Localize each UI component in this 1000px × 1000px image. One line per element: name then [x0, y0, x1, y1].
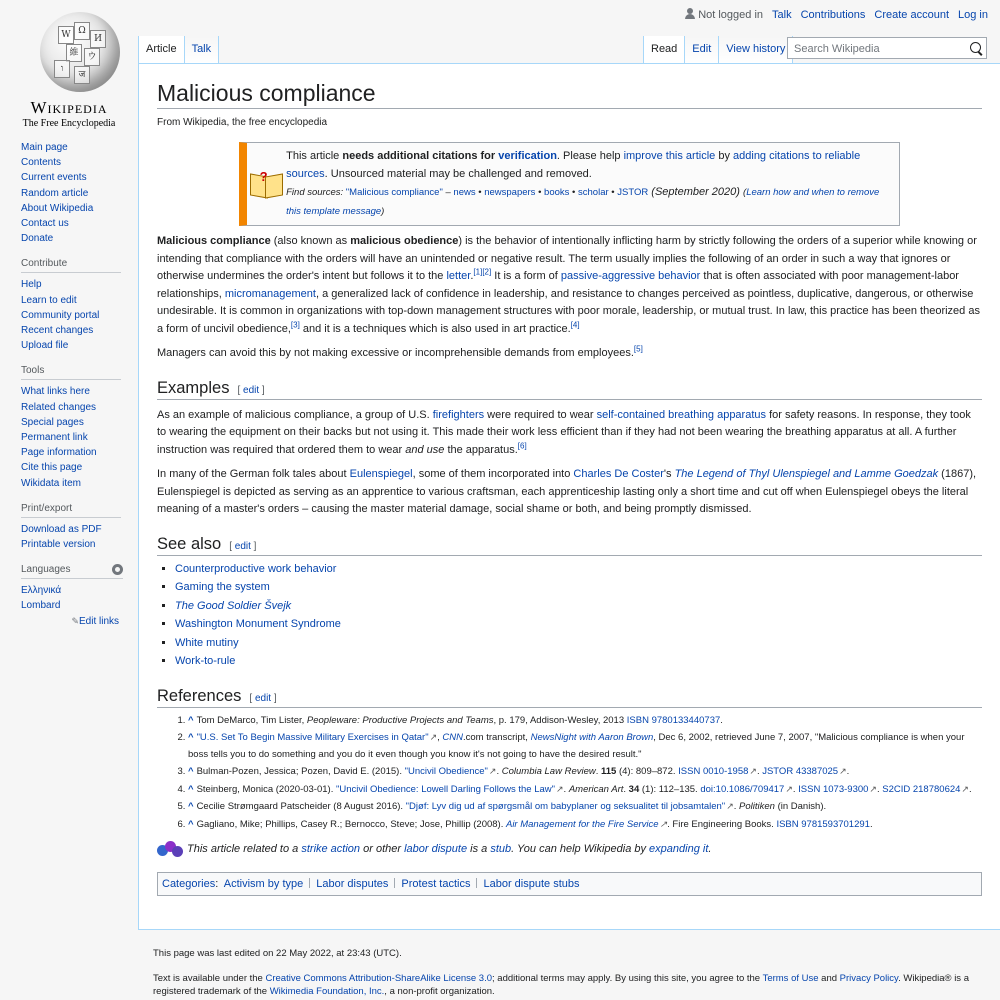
see-also-link[interactable]: Counterproductive work behavior [175, 562, 337, 575]
sidebar-item-community-portal[interactable]: Community portal [21, 309, 100, 321]
find-news-link[interactable]: news [453, 187, 476, 198]
djof-link[interactable]: "Djøf: Lyv dig ud af spørgsmål om babyplaner og seksualitet til jobsamtalen" ↗ [406, 801, 734, 812]
article-content [138, 63, 1000, 930]
ref-2-link[interactable]: [2] [482, 267, 492, 277]
see-also-link[interactable]: Gaming the system [175, 581, 270, 594]
find-books-link[interactable]: books [544, 187, 570, 198]
sidebar [0, 140, 138, 639]
sidebar-item-learn-to-edit[interactable]: Learn to edit [21, 294, 77, 306]
reference-item: 1. ^ Tom DeMarco, Tim Lister, Peopleware: Productive Projects and Teams, p. 179, Addison-Wesley, 2013 ISBN 9780133440737. [188, 713, 982, 729]
sidebar-item-recent-changes[interactable]: Recent changes [21, 325, 94, 337]
lead-paragraph: Malicious compliance (also known as malicious obedience) is the behavior of intentionally inflicting harm by strictly following the orders of a superior while knowing or intending that compliance with the orders will have an unintended or negative result. The term usually implies the following of an order in such a way that ignores or otherwise undermines the order's intent but follows it to the letter.[1][2] It is a form of passive-aggressive behavior that is often associated with poor management-labor relationships, micromanagement, a generalized lack of confidence in leadership, and resistance to changes perceived as pointless, duplicative, dangerous, or otherwise undesirable. It is common in organizations with top-down management structures with poor morale, leadership, or mutual trust. In law, this practice has been theorized as a form of uncivil obedience,[3] and it is a techniques which is also used in art practice.[4] [157, 235, 980, 335]
contributions-link[interactable]: Contributions [800, 8, 866, 21]
backlink-caret[interactable]: ^ [188, 732, 194, 744]
tools-heading: Tools [21, 365, 121, 380]
category-link[interactable]: Labor disputes [316, 877, 389, 890]
find-newspapers-link[interactable]: newspapers [484, 187, 536, 198]
find-sources-label: Find sources: [286, 187, 344, 198]
terms-of-use-link[interactable]: Terms of Use [762, 973, 819, 984]
adding-citations-link[interactable]: adding citations to reliable sources [286, 150, 861, 180]
newsnight-link[interactable]: NewsNight with Aaron Brown [530, 732, 654, 744]
page-title: Malicious compliance [157, 80, 982, 109]
see-also-link[interactable]: White mutiny [175, 636, 239, 649]
stub-notice: This article related to a strike action or other labor dispute is a stub . You can help Wikipedia by expanding it . [157, 840, 982, 858]
cc-license-link[interactable]: Creative Commons Attribution-ShareAlike License 3.0 [265, 973, 493, 984]
references-heading: References [ edit ] [157, 687, 982, 708]
protest-crowd-icon [157, 840, 183, 858]
license-text: Text is available under the Creative Commons Attribution-ShareAlike License 3.0; additional terms may apply. By using this site, you agree to the Terms of Use and Privacy Policy. Wikipedia® is a registered trademark of the Wikimedia Foundation, Inc., a non-profit organization. [153, 973, 969, 998]
pencil-icon: ✎ [71, 615, 79, 626]
charles-de-coster-link[interactable]: Charles De Coster [573, 468, 664, 480]
reference-item: 2. ^ "U.S. Set To Begin Massive Military Exercises in Qatar" ↗ , CNN.com transcript, NewsNight with Aaron Brown, Dec 6, 2002, retrieved June 7, 2007, "Malicious compliance is when your boss tells you to do something and you do it even though you know it's not going to have the desired result." [188, 729, 982, 763]
languages-heading-row [21, 564, 123, 579]
user-icon [685, 8, 695, 19]
sidebar-item-help[interactable]: Help [21, 279, 42, 291]
tab-talk[interactable]: Talk [185, 36, 220, 63]
edit-see-also-link[interactable]: edit [234, 540, 251, 552]
tab-edit[interactable]: Edit [685, 36, 719, 63]
sidebar-item-random-article[interactable]: Random article [21, 187, 89, 199]
see-also-heading: See also [ edit ] [157, 535, 982, 556]
backlink-caret[interactable]: ^ [188, 715, 194, 727]
ref-5-link[interactable]: [5] [633, 344, 643, 354]
reference-item: 4. ^ Steinberg, Monica (2020-03-01). "Uncivil Obedience: Lowell Darling Follows the Law" ↗ . American Art. 34 (1): 112–135. doi:10.1086/709417 ↗ . ISSN 1073-9300 ↗ . S2CID 218780624 ↗ . [188, 781, 982, 798]
ref-6-link[interactable]: [6] [517, 440, 527, 450]
list-item [175, 578, 982, 597]
ref-1-link[interactable]: [1] [473, 267, 483, 277]
backlink-caret[interactable]: ^ [188, 801, 194, 813]
eulenspiegel-paragraph: In many of the German folk tales about Eulenspiegel, some of them incorporated into Charles De Coster's The Legend of Thyl Ulenspiegel and Lamme Goedzak (1867), Eulenspiegel is depicted as serving as an apprentice to various craftsman, each apprenticeship lasting only a short time and cut off when Eulenspiegel obeys the literal meaning of a master's orders – causing the master material damage, social shame or both, and being promptly dismissed. [157, 468, 977, 515]
see-also-link[interactable]: The Good Soldier Švejk [175, 599, 292, 612]
sidebar-item-lang-lombard[interactable]: Lombard [21, 600, 61, 612]
print-heading: Print/export [21, 503, 121, 518]
list-item [175, 615, 982, 634]
categories-link[interactable]: Categories [162, 877, 216, 890]
wordmark: Wikipedia [30, 98, 108, 117]
sidebar-item-main-page[interactable]: Main page [21, 142, 68, 153]
search-box [787, 37, 987, 59]
passive-aggressive-link[interactable]: passive-aggressive behavior [560, 270, 701, 282]
citation-needed-notice [239, 142, 900, 226]
category-links: Categories: Activism by type Labor disputes Protest tactics Labor dispute stubs [157, 872, 982, 896]
ref-4-link[interactable]: [4] [570, 319, 580, 329]
wikipedia-logo[interactable] [10, 10, 128, 129]
tab-read[interactable]: Read [644, 36, 685, 63]
tools-portal [21, 365, 138, 490]
notice-date: (September 2020) [651, 186, 740, 198]
sidebar-item-contact[interactable]: Contact us [21, 218, 69, 230]
cnn-article-link[interactable]: "U.S. Set To Begin Massive Military Exercises in Qatar" ↗ [197, 732, 438, 743]
lowell-darling-link[interactable]: "Uncivil Obedience: Lowell Darling Follows the Law" ↗ [336, 784, 564, 795]
sidebar-item-permanent-link[interactable]: Permanent link [21, 432, 88, 444]
nav-portal [21, 140, 138, 246]
list-item [175, 634, 982, 653]
edit-links-link[interactable]: ✎Edit links [71, 615, 119, 627]
breathing-apparatus-link[interactable]: self-contained breathing apparatus [596, 408, 767, 421]
list-item [175, 652, 982, 671]
backlink-caret[interactable]: ^ [188, 783, 194, 795]
reference-item: 5. ^ Cecilie Strømgaard Patscheider (8 August 2016). "Djøf: Lyv dig ud af spørgsmål om babyplaner og seksualitet til jobsamtalen" ↗ . Politiken (in Danish). [188, 798, 982, 815]
isbn-link[interactable]: ISBN 9781593701291 [776, 818, 870, 830]
sidebar-item-related-changes[interactable]: Related changes [21, 401, 97, 413]
search-input[interactable] [792, 39, 968, 59]
edit-examples-link[interactable]: edit [243, 384, 260, 396]
sidebar-item-what-links-here[interactable]: What links here [21, 386, 90, 398]
reference-item: 3. ^ Bulman-Pozen, Jessica; Pozen, David E. (2015). "Uncivil Obedience" ↗ . Columbia Law Review. 115 (4): 809–872. ISSN 0010-1958 ↗ . JSTOR 43387025 ↗ . [188, 763, 982, 780]
sidebar-item-contents[interactable]: Contents [21, 157, 62, 169]
category-link[interactable]: Protest tactics [401, 877, 471, 890]
cnn-link[interactable]: CNN [442, 732, 463, 744]
list-item [175, 597, 982, 616]
view-tabs [643, 36, 793, 63]
tab-view-history[interactable]: View history [719, 36, 793, 63]
last-edited: This page was last edited on 22 May 2022, at 23:43 (UTC). [153, 948, 402, 959]
search-icon[interactable] [970, 42, 981, 53]
sidebar-item-current-events[interactable]: Current events [21, 172, 87, 184]
print-portal [21, 503, 138, 552]
firefighters-link[interactable]: firefighters [432, 408, 485, 421]
backlink-caret[interactable]: ^ [188, 818, 194, 830]
puzzle-globe-icon: W Ω И 維 ウ ו ज [40, 12, 120, 92]
languages-portal [21, 564, 138, 626]
personal-tools [685, 8, 988, 21]
sidebar-item-special-pages[interactable]: Special pages [21, 416, 84, 428]
managers-paragraph: Managers can avoid this by not making excessive or incomprehensible demands from employees.[5] [157, 344, 643, 359]
notice-text: This article needs additional citations for verification. Please help improve this article by adding citations to reliable sources. Unsourced material may be challenged and removed. Find sources: "Malicious compliance" – news • newspapers • books • scholar • JSTOR (September 2020) (Learn how and when to remove this template message) [286, 150, 880, 217]
find-scholar-link[interactable]: scholar [578, 187, 609, 198]
namespace-tabs [138, 36, 219, 63]
edit-references-link[interactable]: edit [254, 693, 272, 705]
doi-link[interactable]: doi:10.1086/709417 ↗ [700, 784, 793, 795]
site-tagline: From Wikipedia, the free encyclopedia [157, 117, 328, 128]
sidebar-item-donate[interactable]: Donate [21, 233, 54, 245]
verification-link[interactable]: verification [498, 150, 557, 162]
footer [153, 948, 983, 998]
contribute-heading: Contribute [21, 258, 121, 273]
not-logged-in: Not logged in [685, 8, 763, 21]
sidebar-item-page-information[interactable]: Page information [21, 447, 97, 459]
create-account-link[interactable]: Create account [874, 8, 950, 21]
question-book-icon: ? [249, 171, 283, 197]
logo-tagline: The Free Encyclopedia [22, 118, 116, 129]
sidebar-item-about[interactable]: About Wikipedia [21, 202, 94, 214]
eulenspiegel-link[interactable]: Eulenspiegel [349, 468, 413, 480]
talk-link[interactable]: Talk [772, 8, 792, 21]
find-jstor-link[interactable]: JSTOR [617, 187, 649, 198]
uncivil-obedience-link[interactable]: "Uncivil Obedience" ↗ [405, 766, 497, 777]
sidebar-item-cite-this-page[interactable]: Cite this page [21, 462, 83, 474]
sidebar-item-wikidata-item[interactable]: Wikidata item [21, 477, 82, 489]
learn-remove-link[interactable]: Learn how and when to remove this template message [286, 187, 880, 217]
sidebar-item-lang-greek[interactable]: Ελληνικά [21, 585, 62, 597]
sidebar-item-printable-version[interactable]: Printable version [21, 539, 96, 551]
firefighters-paragraph: As an example of malicious compliance, a group of U.S. firefighters were required to wear self-contained breathing apparatus for safety reasons. In response, they took to wearing the equipment on their backs but not using it. This made their work less efficient than if they had not been wearing the breathing apparatus at all. A further instruction was required that ordered them to wear and use the apparatus.[6] [157, 408, 971, 456]
find-query-link[interactable]: "Malicious compliance" [345, 187, 443, 198]
sidebar-item-upload-file[interactable]: Upload file [21, 340, 69, 352]
list-item [175, 560, 982, 579]
isbn-link[interactable]: ISBN 9780133440737 [626, 715, 721, 727]
login-link[interactable]: Log in [958, 8, 988, 21]
micromanagement-link[interactable]: micromanagement [224, 287, 316, 300]
stub-link[interactable]: stub [490, 842, 512, 855]
category-link[interactable]: Activism by type [223, 877, 304, 890]
legend-thyl-link[interactable]: The Legend of Thyl Ulenspiegel and Lamme Goedzak [674, 468, 939, 480]
ref-3-link[interactable]: [3] [290, 319, 300, 329]
letter-link[interactable]: letter [446, 270, 471, 282]
strike-action-link[interactable]: strike action [301, 842, 361, 855]
contribute-portal [21, 258, 138, 353]
expanding-it-link[interactable]: expanding it [649, 842, 709, 855]
see-also-link[interactable]: Work-to-rule [175, 655, 236, 668]
see-also-link[interactable]: Washington Monument Syndrome [175, 618, 341, 631]
tab-article[interactable]: Article [139, 36, 185, 63]
languages-heading: Languages [21, 564, 71, 576]
issn-link[interactable]: ISSN 0010-1958 ↗ [678, 766, 757, 777]
privacy-policy-link[interactable]: Privacy Policy [839, 973, 899, 984]
labor-dispute-link[interactable]: labor dispute [404, 842, 468, 855]
jstor-link[interactable]: JSTOR 43387025 ↗ [762, 766, 846, 777]
examples-heading: Examples [ edit ] [157, 379, 982, 400]
reference-item: 6. ^ Gagliano, Mike; Phillips, Casey R.; Bernocco, Steve; Jose, Phillip (2008). Air Management for the Fire Service ↗ . Fire Engineering Books. ISBN 9781593701291. [188, 816, 982, 833]
improve-article-link[interactable]: improve this article [623, 150, 716, 162]
issn-link[interactable]: ISSN 1073-9300 ↗ [798, 784, 877, 795]
s2cid-link[interactable]: S2CID 218780624 ↗ [882, 784, 969, 795]
category-link[interactable]: Labor dispute stubs [483, 877, 580, 890]
sidebar-item-download-pdf[interactable]: Download as PDF [21, 523, 102, 535]
wikimedia-foundation-link[interactable]: Wikimedia Foundation, Inc. [269, 986, 385, 998]
reference-list [157, 713, 982, 833]
see-also-list [157, 560, 982, 672]
backlink-caret[interactable]: ^ [188, 766, 194, 778]
gear-icon[interactable] [112, 564, 123, 575]
air-management-link[interactable]: Air Management for the Fire Service ↗ [506, 819, 667, 830]
